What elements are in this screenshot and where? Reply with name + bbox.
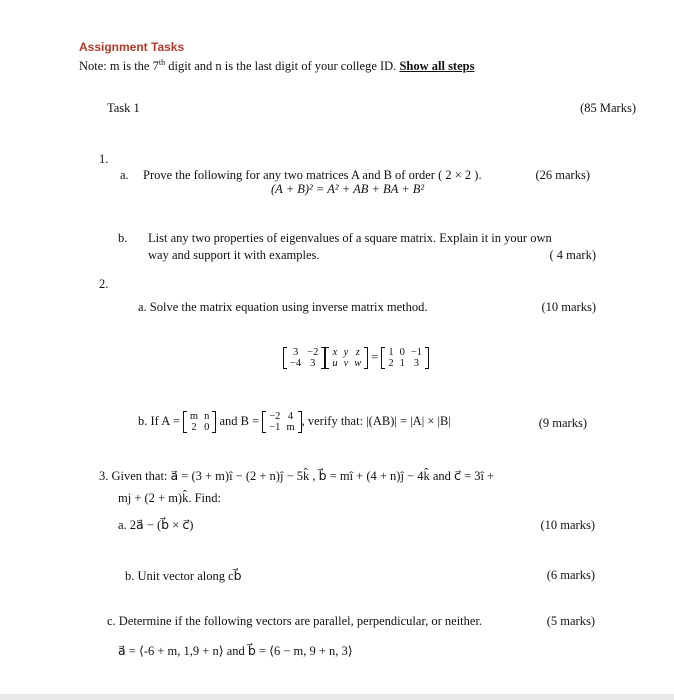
- q2a-matrix-equation: [283, 347, 429, 369]
- unknown-matrix-entry: z: [355, 347, 360, 358]
- result-matrix-entry: 2: [388, 358, 394, 369]
- note-line: [79, 58, 474, 74]
- matrix-b-entry: m: [286, 422, 295, 433]
- matrix-b-entry: 4: [287, 411, 294, 422]
- matrix-b-row: [266, 411, 297, 422]
- matrix-coefficient: [283, 347, 325, 369]
- coefficient-matrix-entry: 3: [292, 347, 299, 358]
- matrix-result: [381, 347, 429, 369]
- q2a-marks: (10 marks): [541, 300, 596, 314]
- q3-line1: 3. Given that: a⃗ = (3 + m)î − (2 + n)ĵ − 5k̂ , b⃗ = mî + (4 + n)ĵ − 4k̂ and c⃗ = 3î +: [99, 469, 495, 483]
- note-middle: digit and n is the last digit of your college ID.: [165, 59, 400, 74]
- matrix-a-entry: n: [204, 411, 210, 422]
- page-bottom-edge: [0, 694, 674, 700]
- q1a-text: Prove the following for any two matrices A and B of order ( 2 × 2 ).: [143, 168, 482, 182]
- matrix-b-row: [266, 422, 297, 433]
- result-matrix-entry: 3: [413, 358, 420, 369]
- q3b-text: b. Unit vector along cb⃗: [125, 569, 242, 583]
- assignment-title: Assignment Tasks: [79, 40, 185, 54]
- result-matrix-entry: 1: [399, 358, 405, 369]
- note-bold-instruction: Show all steps: [399, 59, 475, 74]
- matrix-a-entry: m: [189, 411, 199, 422]
- matrix-b-entry: −2: [269, 411, 281, 422]
- q2b-line: [138, 411, 451, 433]
- result-matrix-row: [385, 358, 425, 369]
- unknown-matrix-entry: w: [354, 358, 362, 369]
- matrix-a-entry: 0: [204, 422, 210, 433]
- result-matrix-row: [385, 347, 425, 358]
- q2a-text: a. Solve the matrix equation using inverse matrix method.: [138, 300, 428, 314]
- result-matrix-entry: −1: [410, 347, 423, 358]
- q1b-text-line2: way and support it with examples.: [148, 248, 320, 262]
- q2-number: 2.: [99, 277, 109, 291]
- coefficient-matrix-entry: 3: [310, 358, 316, 369]
- coefficient-matrix-row: [287, 358, 321, 369]
- q3c-vectors: a⃗ = ⟨-6 + m, 1,9 + n⟩ and b⃗ = ⟨6 − m, 9 + n, 3⟩: [118, 644, 353, 658]
- matrix-a-row: [187, 411, 212, 422]
- q1-number: 1.: [99, 152, 109, 166]
- note-superscript: th: [158, 58, 166, 67]
- matrix-a: [183, 411, 216, 433]
- result-matrix-entry: 1: [388, 347, 394, 358]
- matrix-b: [262, 411, 301, 433]
- matrix-a-entry: 2: [191, 422, 197, 433]
- q3a-text: a. 2a⃗ − (b⃗ × c⃗): [118, 518, 194, 532]
- matrix-b-entry: −1: [269, 422, 281, 433]
- coefficient-matrix-entry: −2: [307, 347, 319, 358]
- unknown-matrix-entry: u: [332, 358, 338, 369]
- coefficient-matrix-entry: −4: [290, 358, 302, 369]
- result-matrix-entry: 0: [399, 347, 405, 358]
- coefficient-matrix-row: [287, 347, 321, 358]
- q2b-marks: (9 marks): [538, 416, 587, 430]
- q1a-formula: (A + B)² = A² + AB + BA + B²: [271, 182, 425, 196]
- q3c-text: c. Determine if the following vectors are parallel, perpendicular, or neither.: [107, 614, 483, 628]
- unknown-matrix-entry: v: [343, 358, 349, 369]
- q2b-and: and B =: [219, 413, 260, 428]
- q3b-marks: (6 marks): [546, 568, 595, 582]
- matrix-a-row: [187, 422, 212, 433]
- q2b-prefix: b. If A =: [138, 413, 180, 428]
- q1a-letter: a.: [120, 168, 129, 182]
- q1a-marks: (26 marks): [535, 168, 590, 182]
- q3c-marks: (5 marks): [546, 614, 595, 628]
- q1b-text-line1: List any two properties of eigenvalues of a square matrix. Explain it in your own: [148, 231, 552, 245]
- unknown-matrix-row: [329, 358, 364, 369]
- unknown-matrix-row: [329, 347, 364, 358]
- task-total-marks: (85 Marks): [580, 101, 636, 115]
- q3-line2: mj + (2 + m)k̂. Find:: [118, 491, 221, 505]
- note-prefix: Note: m is the 7: [79, 59, 159, 74]
- unknown-matrix-entry: x: [332, 347, 338, 358]
- equals-sign: =: [371, 349, 379, 364]
- q2b-suffix: , verify that: |(AB)| = |A| × |B|: [301, 413, 451, 428]
- task-label: Task 1: [107, 101, 140, 115]
- unknown-matrix-entry: y: [343, 347, 349, 358]
- q3a-marks: (10 marks): [540, 518, 595, 532]
- matrix-unknowns: [325, 347, 368, 369]
- q1b-letter: b.: [118, 231, 128, 245]
- q1b-marks: ( 4 mark): [549, 248, 596, 262]
